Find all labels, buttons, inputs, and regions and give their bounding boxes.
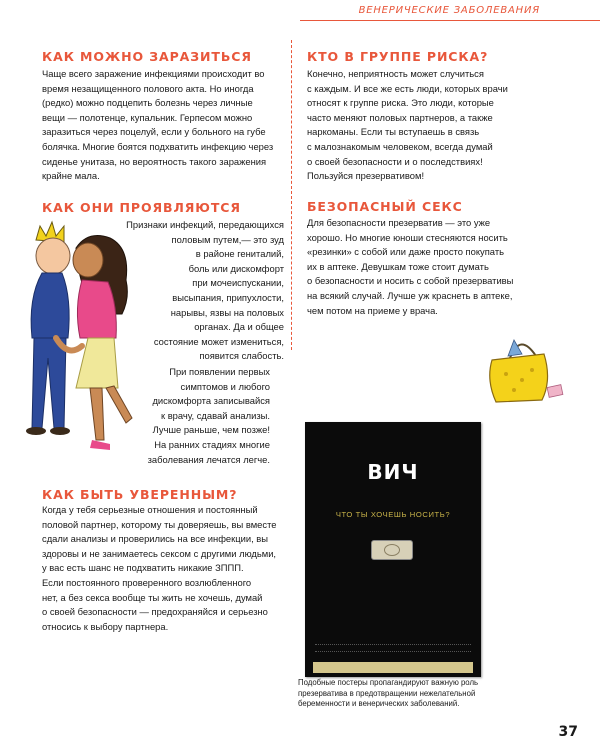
- text-line: Когда у тебя серьезные отношения и постоянный: [42, 504, 258, 515]
- paragraph-symptoms: [110, 218, 284, 364]
- text-line: «резинки» с собой или даже просто покупать: [307, 246, 504, 258]
- text-line: наркоманы. Если ты вступаешь в связь: [307, 126, 480, 138]
- poster-fine-print: [315, 644, 471, 652]
- text-line: сдали анализы и проверились на все инфекции, вы: [42, 533, 268, 545]
- text-line: боль или дискомфорт: [188, 262, 284, 274]
- text-line: относят к группе риска. Это люди, которые: [307, 97, 494, 109]
- text-line: При появлении первых: [169, 366, 270, 377]
- poster-title: ВИЧ: [367, 460, 419, 484]
- caption-line: беременности и венерических заболеваний.: [298, 699, 460, 709]
- text-line: нарывы, язвы на половых: [170, 306, 284, 318]
- heading-symptoms: КАК ОНИ ПРОЯВЛЯЮТСЯ: [42, 200, 241, 215]
- caption-line: презерватива в предотвращении нежелательной: [298, 688, 476, 698]
- text-line: На ранних стадиях многие: [154, 438, 270, 450]
- text-line: о своей безопасности и о последствиях!: [307, 155, 483, 167]
- text-line: Лучше раньше, чем позже!: [152, 424, 270, 436]
- poster-bottom-strip: [313, 662, 473, 673]
- paragraph-safe-sex: [307, 216, 557, 318]
- paragraph-confident: [42, 503, 294, 634]
- text-line: относись к выбору партнера.: [42, 620, 169, 632]
- text-line: нет, а без секса вообще ты жить не хочешь, думай: [42, 591, 263, 603]
- hiv-poster: [305, 422, 481, 677]
- paragraph-infection: [42, 67, 287, 184]
- text-line: время незащищенного полового акта. Но иногда: [42, 82, 254, 94]
- paragraph-symptoms-advice: [120, 365, 270, 467]
- text-line: к врачу, сдавай анализы.: [160, 409, 270, 421]
- text-line: с малознакомым человеком, всегда думай: [307, 140, 493, 152]
- section-title: ВЕНЕРИЧЕСКИЕ ЗАБОЛЕВАНИЯ: [358, 5, 540, 16]
- text-line: половой партнер, которому ты доверяешь, вы вместе: [42, 518, 277, 530]
- text-line: крайне мала.: [42, 170, 100, 182]
- text-line: болячка. Многие боятся подхватить инфекцию через: [42, 140, 274, 152]
- text-line: о безопасности и носить с собой презервативы: [307, 275, 514, 287]
- text-line: в районе гениталий,: [195, 248, 284, 260]
- text-line: их в аптеке. Девушкам тоже стоит думать: [307, 260, 489, 272]
- heading-confident: КАК БЫТЬ УВЕРЕННЫМ?: [42, 487, 238, 502]
- text-line: часто меняют половых партнеров, а также: [307, 111, 493, 123]
- text-line: (редко) можно подцепить болезнь через личные: [42, 97, 253, 109]
- poster-caption: [298, 678, 488, 710]
- caption-line: Подобные постеры пропагандируют важную роль: [298, 678, 479, 687]
- text-line: Чаще всего заражение инфекциями происходит во: [42, 68, 265, 79]
- text-line: Для безопасности презерватив — это уже: [307, 217, 491, 228]
- text-line: органах. Да и общее: [194, 321, 284, 333]
- text-line: вещи — полотенце, купальник. Герпесом можно: [42, 111, 253, 123]
- condom-package: [371, 540, 413, 560]
- text-line: симптомов и любого: [180, 380, 270, 392]
- text-line: появится слабость.: [199, 350, 284, 362]
- text-line: на всякий случай. Лучше уж краснеть в аптеке,: [307, 289, 513, 301]
- poster-subtitle: ЧТО ТЫ ХОЧЕШЬ НОСИТЬ?: [335, 510, 451, 519]
- text-line: при мочеиспускании,: [192, 277, 284, 289]
- text-line: сиденье унитаза, но вероятность такого заражения: [42, 155, 267, 167]
- boy-figure: [26, 222, 70, 435]
- text-line: заразиться через поцелуй, если у больного на губе: [42, 126, 266, 138]
- text-line: у вас есть шанс не подхватить никакие ЗППП.: [42, 562, 244, 574]
- handbag-illustration: [478, 330, 578, 410]
- heading-infection: КАК МОЖНО ЗАРАЗИТЬСЯ: [42, 49, 252, 64]
- text-line: Признаки инфекций, передающихся: [126, 219, 284, 230]
- text-line: дискомфорта записывайся: [152, 395, 270, 407]
- heading-safe-sex: БЕЗОПАСНЫЙ СЕКС: [307, 199, 463, 214]
- page-number: 37: [558, 724, 578, 740]
- header-rule: [300, 20, 600, 21]
- text-line: чем потом на приеме у врача.: [307, 304, 438, 316]
- text-line: Если постоянного проверенного возлюбленного: [42, 576, 252, 588]
- text-line: Пользуйся презервативом!: [307, 170, 425, 182]
- text-line: заболевания лечатся легче.: [147, 453, 270, 465]
- text-line: высыпания, припухлости,: [172, 291, 284, 303]
- text-line: хорошо. Но многие юноши стесняются носить: [307, 231, 508, 243]
- heading-risk: КТО В ГРУППЕ РИСКА?: [307, 49, 489, 64]
- column-divider: [291, 40, 292, 350]
- text-line: с каждым. И все же есть люди, которых врачи: [307, 82, 508, 94]
- text-line: состояние может измениться,: [153, 335, 284, 347]
- text-line: здоровы и не занимаетесь сексом с другими людьми,: [42, 547, 277, 559]
- text-line: о своей безопасности — предохраняйся и серьезно: [42, 606, 268, 618]
- text-line: половым путем,— это зуд: [171, 233, 284, 245]
- text-line: Конечно, неприятность может случиться: [307, 68, 484, 79]
- paragraph-risk: [307, 67, 557, 184]
